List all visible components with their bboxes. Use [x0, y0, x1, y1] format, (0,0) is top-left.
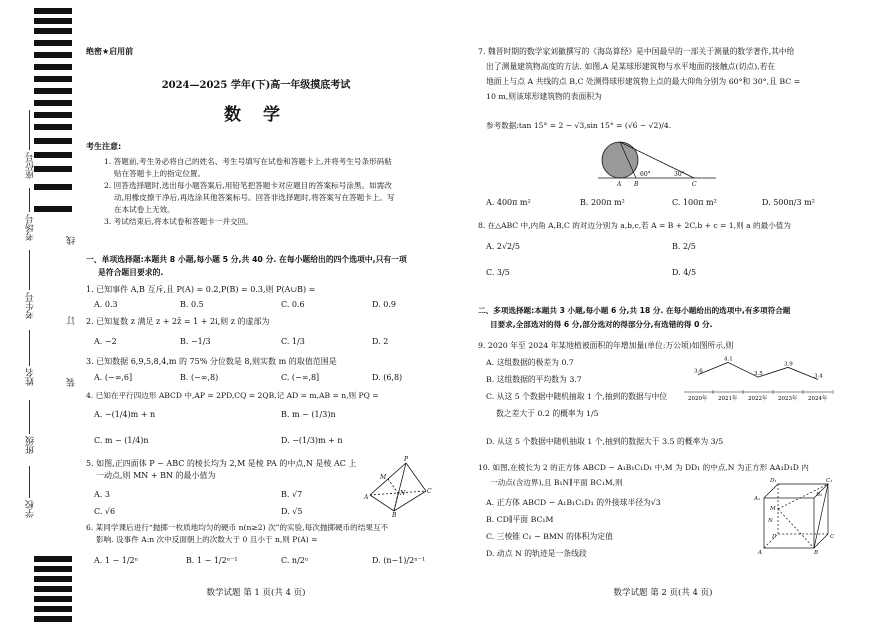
- binding-stripe: [34, 138, 72, 144]
- q6-option-a: A. 1 − 1/2ⁿ: [94, 556, 139, 565]
- notice-2c: 在本试卷上无效。: [114, 205, 175, 214]
- notice-2a: 2. 回答选择题时,选出每小题答案后,用铅笔把答题卡对应题目的答案标号涂黑。如需改: [104, 181, 392, 190]
- fig-label-b: B: [392, 512, 397, 517]
- fig-label-c7: C: [692, 181, 697, 188]
- q10-option-a: A. 正方体 ABCD − A₁B₁C₁D₁ 的外接球半径为√3: [486, 498, 661, 507]
- q7-stem-line1: 7. 魏晋时期的数学家刘徽撰写的《海岛算经》是中国最早的一部关于测量的数学著作,其中给: [478, 47, 795, 56]
- notice-2b: 动,用橡皮擦干净后,再选涂其他答案标号。回答非选择题时,将答案写在答题卡上。写: [114, 193, 395, 202]
- fig-label-b1: B₁: [816, 492, 823, 498]
- binding-stripe: [34, 100, 72, 106]
- q3-stem: 3. 已知数据 6,9,5,8,4,m 的 75% 分位数是 8,则实数 m 的取值范围是: [86, 357, 337, 366]
- fig-label-c: C: [830, 534, 835, 540]
- q1-option-c: C. 0.6: [281, 300, 305, 309]
- q4-option-d: D. −(1/3)m + n: [281, 436, 343, 445]
- fig-label-c: C: [427, 488, 432, 495]
- binding-stripe: [34, 88, 72, 94]
- q7-stem: [478, 44, 800, 104]
- page-footer-1: 数学试题 第 1 页(共 4 页): [206, 588, 306, 598]
- class-label: 班级: [26, 436, 36, 454]
- fig-label-d: D: [772, 534, 777, 540]
- q3-option-c: C. (−∞,8]: [281, 373, 320, 382]
- q5-stem: [86, 458, 356, 482]
- q2-option-d: D. 2: [372, 337, 389, 346]
- binding-stripes: [34, 8, 72, 622]
- school-label: 学校: [26, 500, 36, 518]
- q8-stem: 8. 在△ABC 中,内角 A,B,C 的对边分别为 a,b,c,若 A = B + 2C,b + c = 1,则 a 的最小值为: [478, 221, 791, 230]
- data-label: 3.5: [754, 371, 763, 378]
- q2-option-c: C. 1/3: [281, 337, 305, 346]
- q7-option-b: B. 200π m²: [580, 198, 625, 207]
- fig-label-a7: A: [617, 181, 622, 188]
- binding-stripe: [34, 64, 72, 70]
- candidate-label: 考生号: [26, 292, 36, 319]
- notice-1b: 贴在答题卡上的指定位置。: [114, 169, 206, 178]
- data-label: 4.1: [724, 356, 733, 363]
- q10-stem-line2: 一动点(含边界),且 B₁N∥平面 BC₁M,则: [490, 478, 623, 487]
- q6-stem-line1: 6. 某同学课后进行“抛掷一枚质地均匀的硬币 n(n≥2) 次”的实验,每次抛掷硬币的结果互不: [86, 523, 389, 532]
- q9-stem: 9. 2020 年至 2024 年某地植被面积的年增加量(单位:万公顷)如图所示,则: [478, 341, 734, 350]
- q3-option-b: B. (−∞,8): [180, 373, 219, 382]
- candidate-line: [29, 250, 30, 290]
- binding-stripe: [34, 76, 72, 82]
- binding-stripe: [34, 616, 72, 622]
- fig-label-n: N: [768, 518, 773, 524]
- page-footer-2: 数学试题 第 2 页(共 4 页): [613, 588, 713, 598]
- q4-stem: 4. 已知在平行四边形 ABCD 中,AP = 2PD,CQ = 2QB,记 AD = m,AB = n,则 PQ =: [86, 391, 379, 400]
- seat-label: 座位号: [26, 152, 36, 179]
- section1-heading: [86, 253, 407, 279]
- q2-option-b: B. −1/3: [180, 337, 211, 346]
- q5-tetrahedron-figure: [364, 455, 434, 517]
- q1-option-d: D. 0.9: [372, 300, 396, 309]
- binding-stripe: [34, 586, 72, 592]
- q6-option-b: B. 1 − 1/2ⁿ⁻¹: [186, 556, 238, 565]
- binding-stripe: [34, 124, 72, 130]
- q7-option-c: C. 100π m²: [672, 198, 717, 207]
- q10-option-d: D. 动点 N 的轨迹是一条线段: [486, 549, 587, 558]
- fig-label-d1: D₁: [770, 478, 777, 484]
- fig-label-c1: C₁: [826, 478, 833, 484]
- notice-block: [104, 156, 395, 228]
- section1-line1: 一、单项选择题:本题共 8 小题,每小题 5 分,共 40 分. 在每小题给出的四个选项中,只有一项: [86, 255, 407, 264]
- binding-stripe: [34, 556, 72, 562]
- q7-option-d: D. 500π/3 m²: [762, 198, 815, 207]
- q10-options: [486, 494, 661, 562]
- x-tick-label: 2020年: [688, 396, 708, 402]
- q1-option-b: B. 0.5: [180, 300, 204, 309]
- q1-option-a: A. 0.3: [94, 300, 118, 309]
- cut-mark-order: 订: [67, 316, 77, 325]
- binding-stripe: [34, 606, 72, 612]
- binding-stripe: [34, 184, 72, 190]
- q8-option-a: A. 2√2/5: [486, 242, 520, 251]
- q10-option-b: B. CD∥平面 BC₁M: [486, 515, 554, 524]
- x-tick-label: 2023年: [778, 396, 798, 402]
- q6-stem: [86, 522, 388, 546]
- name-label: 姓名: [26, 368, 36, 386]
- cut-mark-bind: 装: [67, 378, 77, 387]
- room-label: 考场号: [26, 214, 36, 241]
- data-label: 3.9: [784, 361, 793, 368]
- q9-option-c: C. 从这 5 个数据中随机抽取 1 个,抽到的数据与中位: [486, 392, 668, 401]
- fig-label-a: A: [758, 550, 762, 556]
- q9-option-d: D. 从这 5 个数据中随机抽取 1 个,抽到的数据大于 3.5 的概率为 3/5: [486, 437, 724, 446]
- notice-title: 考生注意:: [86, 142, 122, 151]
- q8-option-d: D. 4/5: [672, 268, 697, 277]
- subject-title: 数 学: [224, 105, 288, 125]
- q5-option-b: B. √7: [281, 490, 303, 499]
- q1-stem: 1. 已知事件 A,B 互斥,且 P(A) = 0.2,P(B) = 0.3,则 P(A∪B) =: [86, 285, 316, 294]
- q3-option-a: A. (−∞,6]: [94, 373, 133, 382]
- q7-sphere-figure: [598, 138, 718, 190]
- notice-1a: 1. 答题前,考生务必将自己的姓名、考生号填写在试卷和答题卡上,并将考生号条形码粘: [104, 157, 392, 166]
- q2-stem: 2. 已知复数 z 满足 z + 2z̄ = 1 + 2i,则 z 的虚部为: [86, 317, 270, 326]
- fig-label-n: N: [400, 490, 406, 497]
- q9-option-c-cont: 数之差大于 0.2 的概率为 1/5: [496, 409, 599, 418]
- section1-line2: 是符合题目要求的.: [98, 268, 164, 277]
- q5-option-d: D. √5: [281, 507, 303, 516]
- seat-line: [29, 110, 30, 150]
- q7-stem-line4: 10 m,则该球形建筑物的表面积为: [486, 92, 602, 101]
- fig-label-p: P: [404, 456, 409, 463]
- q7-stem-line3: 地面上与点 A 共线的点 B,C 处测得球形建筑物上点的最大仰角分别为 60°和 30°,且 BC =: [486, 77, 801, 86]
- fig-label-b7: B: [634, 181, 639, 188]
- q5-option-c: C. √6: [94, 507, 116, 516]
- data-label: 3.4: [814, 373, 823, 380]
- q4-option-a: A. −(1/4)m + n: [94, 410, 156, 419]
- q4-option-c: C. m − (1/4)n: [94, 436, 149, 445]
- cut-mark-line: 线: [67, 236, 77, 245]
- q2-option-a: A. −2: [94, 337, 117, 346]
- binding-stripe: [34, 8, 72, 14]
- q5-stem-line1: 5. 如图,正四面体 P − ABC 的棱长均为 2,M 是棱 PA 的中点,N 是棱 AC 上: [86, 459, 357, 468]
- q9-option-a: A. 这组数据的极差为 0.7: [486, 358, 574, 367]
- q10-stem-line1: 10. 如图,在棱长为 2 的正方体 ABCD − A₁B₁C₁D₁ 中,M 为 DD₁ 的中点,N 为正方形 AA₁D₁D 内: [478, 463, 809, 472]
- q9-options: [486, 354, 667, 422]
- q10-cube-figure: [752, 476, 838, 556]
- fig-label-a: A: [364, 494, 369, 501]
- fig-label-60: 60°: [640, 171, 651, 178]
- binding-stripe: [34, 206, 72, 212]
- name-line: [29, 330, 30, 366]
- data-label: 3.6: [694, 368, 703, 375]
- q6-stem-line2: 影响. 设事件 A:n 次中反面朝上的次数大于 0 且小于 n,则 P(A) =: [96, 535, 318, 544]
- q9-line-chart: [684, 350, 834, 402]
- fig-label-m: M: [380, 474, 387, 481]
- binding-stripe: [34, 112, 72, 118]
- fig-label-m: M: [770, 506, 776, 512]
- q7-reference: 参考数据:tan 15° = 2 − √3,sin 15° = (√6 − √2)/4.: [486, 121, 672, 130]
- x-tick-label: 2024年: [808, 396, 828, 402]
- q8-option-b: B. 2/5: [672, 242, 696, 251]
- q6-option-c: C. n/2ⁿ: [281, 556, 309, 565]
- x-tick-label: 2022年: [748, 396, 768, 402]
- q8-option-c: C. 3/5: [486, 268, 510, 277]
- secret-mark: 绝密★启用前: [86, 47, 134, 56]
- section2-line2: 目要求,全部选对的得 6 分,部分选对的得部分分,有选错的得 0 分.: [490, 320, 713, 329]
- binding-stripe: [34, 28, 72, 34]
- binding-stripe: [34, 152, 72, 158]
- q5-option-a: A. 3: [94, 490, 110, 499]
- q3-option-d: D. (6,8): [372, 373, 403, 382]
- binding-stripe: [34, 596, 72, 602]
- fig-label-b: B: [814, 550, 819, 556]
- binding-stripe: [34, 52, 72, 58]
- binding-stripe: [34, 166, 72, 172]
- section2-heading: [478, 304, 790, 332]
- binding-stripe: [34, 566, 72, 572]
- q9-option-b: B. 这组数据的平均数为 3.7: [486, 375, 582, 384]
- q7-stem-line2: 出了测量建筑物高度的方法. 如图,A 是某球形建筑物与水平地面的接触点(切点),若在: [486, 62, 776, 71]
- fig-label-30: 30°: [674, 171, 685, 178]
- q4-option-b: B. m − (1/3)n: [281, 410, 336, 419]
- section2-line1: 二、多项选择题:本题共 3 小题,每小题 6 分,共 18 分. 在每小题给出的选项中,有多项符合题: [478, 306, 791, 315]
- exam-title: 2024—2025 学年(下)高一年级摸底考试: [161, 80, 351, 91]
- x-tick-label: 2021年: [718, 396, 738, 402]
- fig-label-a1: A₁: [754, 496, 761, 502]
- school-line: [29, 466, 30, 498]
- q7-option-a: A. 400π m²: [486, 198, 531, 207]
- q6-option-d: D. (n−1)/2ⁿ⁻¹: [372, 556, 426, 565]
- notice-3: 3. 考试结束后,将本试卷和答题卡一并交回。: [104, 217, 253, 226]
- q5-stem-line2: 一动点,则 MN + BN 的最小值为: [96, 471, 216, 480]
- q10-option-c: C. 三棱锥 C₁ − BMN 的体积为定值: [486, 532, 613, 541]
- binding-stripe: [34, 40, 72, 46]
- class-line: [29, 400, 30, 434]
- binding-stripe: [34, 576, 72, 582]
- room-line: [29, 188, 30, 212]
- binding-stripe: [34, 18, 72, 24]
